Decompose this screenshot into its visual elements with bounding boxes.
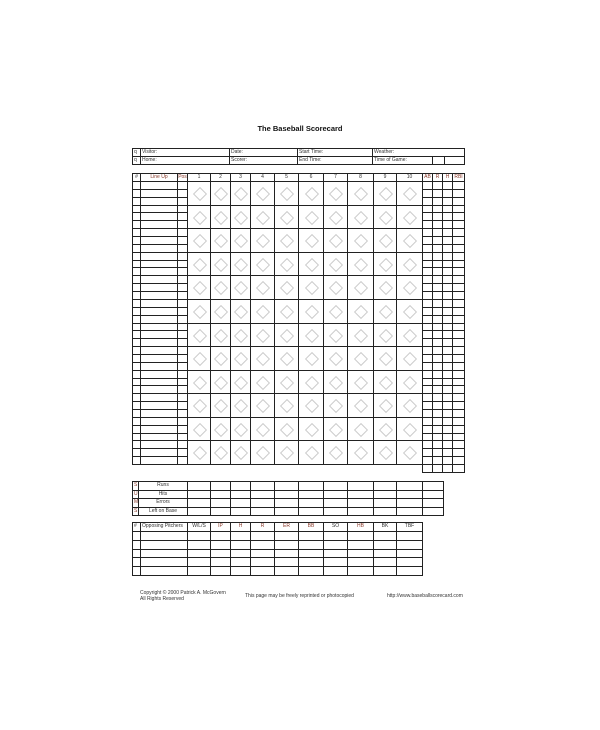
pitcher-cell[interactable]	[274, 566, 299, 576]
pitcher-column-header: H	[230, 522, 251, 532]
column-header: #	[132, 173, 141, 182]
copyright-text: Copyright © 2000 Patrick A. McGovern	[140, 590, 226, 596]
pitcher-cell[interactable]	[373, 566, 397, 576]
pitcher-cell[interactable]	[140, 566, 188, 576]
column-header: 7	[323, 173, 348, 182]
pitcher-column-header: R	[250, 522, 275, 532]
checkbox-marker: q	[132, 148, 141, 157]
column-header: 10	[396, 173, 423, 182]
sums-label: Runs	[138, 481, 188, 491]
sums-letter: M	[132, 498, 139, 508]
rights-text: All Rights Reserved	[140, 596, 184, 602]
column-header: Pos	[178, 174, 187, 180]
reprint-notice: This page may be freely reprinted or photocopied	[245, 593, 354, 599]
sums-cell[interactable]	[396, 507, 423, 516]
pitcher-cell[interactable]	[250, 566, 275, 576]
pitcher-cell[interactable]	[298, 566, 324, 576]
sums-cell[interactable]	[250, 507, 275, 516]
website-link[interactable]: http://www.baseballscorecard.com	[387, 593, 463, 599]
column-header: 4	[250, 173, 275, 182]
sums-letter: S	[132, 481, 139, 491]
pitcher-cell[interactable]	[347, 566, 374, 576]
column-header: 8	[347, 173, 374, 182]
info-field[interactable]: Weather:	[372, 148, 465, 157]
pitcher-column-header: SO	[323, 522, 348, 532]
column-header: AB	[422, 173, 433, 182]
column-header: 1	[187, 173, 211, 182]
sums-label: Left on Base	[138, 507, 188, 516]
sums-cell[interactable]	[298, 507, 324, 516]
pitcher-column-header: BB	[298, 522, 324, 532]
sums-cell[interactable]	[274, 507, 299, 516]
page-title: The Baseball Scorecard	[257, 124, 343, 133]
pitcher-column-header: BK	[373, 522, 397, 532]
stat-cell[interactable]	[452, 464, 465, 473]
sums-label: Errors	[138, 498, 188, 508]
pitcher-column-header: IP	[210, 522, 231, 532]
sums-cell[interactable]	[210, 507, 231, 516]
sums-cell[interactable]	[422, 507, 444, 516]
sums-letter: U	[134, 491, 138, 497]
pitcher-column-header: W/L/S	[187, 522, 211, 532]
pitcher-column-header: Opposing Pitchers	[140, 522, 188, 532]
info-field[interactable]: Scorer:	[229, 156, 298, 165]
column-header: RBI	[452, 173, 465, 182]
column-header: Line Up	[140, 173, 178, 182]
sums-cell[interactable]	[230, 507, 251, 516]
checkbox-marker: q	[132, 156, 141, 165]
pitcher-cell[interactable]	[323, 566, 348, 576]
info-field[interactable]: Time of Game:	[372, 156, 433, 165]
sums-cell[interactable]	[373, 507, 397, 516]
info-field[interactable]: Start Time:	[297, 148, 373, 157]
column-header: R	[432, 173, 443, 182]
pitcher-column-header: ER	[274, 522, 299, 532]
lineup-name-cell[interactable]	[140, 456, 178, 465]
column-header: 2	[210, 173, 231, 182]
info-field[interactable]: Visitor:	[140, 148, 230, 157]
column-header: 9	[373, 173, 397, 182]
column-header: 6	[298, 173, 324, 182]
pitcher-column-header: TBF	[396, 522, 423, 532]
sums-cell[interactable]	[347, 507, 374, 516]
pitcher-column-header: #	[132, 522, 141, 532]
info-field[interactable]: End Time:	[297, 156, 373, 165]
pitcher-cell[interactable]	[187, 566, 211, 576]
pitcher-cell[interactable]	[230, 566, 251, 576]
column-header: H	[442, 173, 453, 182]
pitcher-cell[interactable]	[210, 566, 231, 576]
info-field[interactable]: Date:	[229, 148, 298, 157]
pitcher-column-header: HB	[347, 522, 374, 532]
sums-letter: S	[134, 508, 138, 514]
column-header: 3	[230, 173, 251, 182]
sums-cell[interactable]	[187, 507, 211, 516]
info-box[interactable]	[444, 156, 465, 165]
pitcher-cell[interactable]	[396, 566, 423, 576]
sums-label: Hits	[138, 490, 188, 499]
column-header: 5	[274, 173, 299, 182]
sums-cell[interactable]	[323, 507, 348, 516]
info-field[interactable]: Home:	[140, 156, 230, 165]
